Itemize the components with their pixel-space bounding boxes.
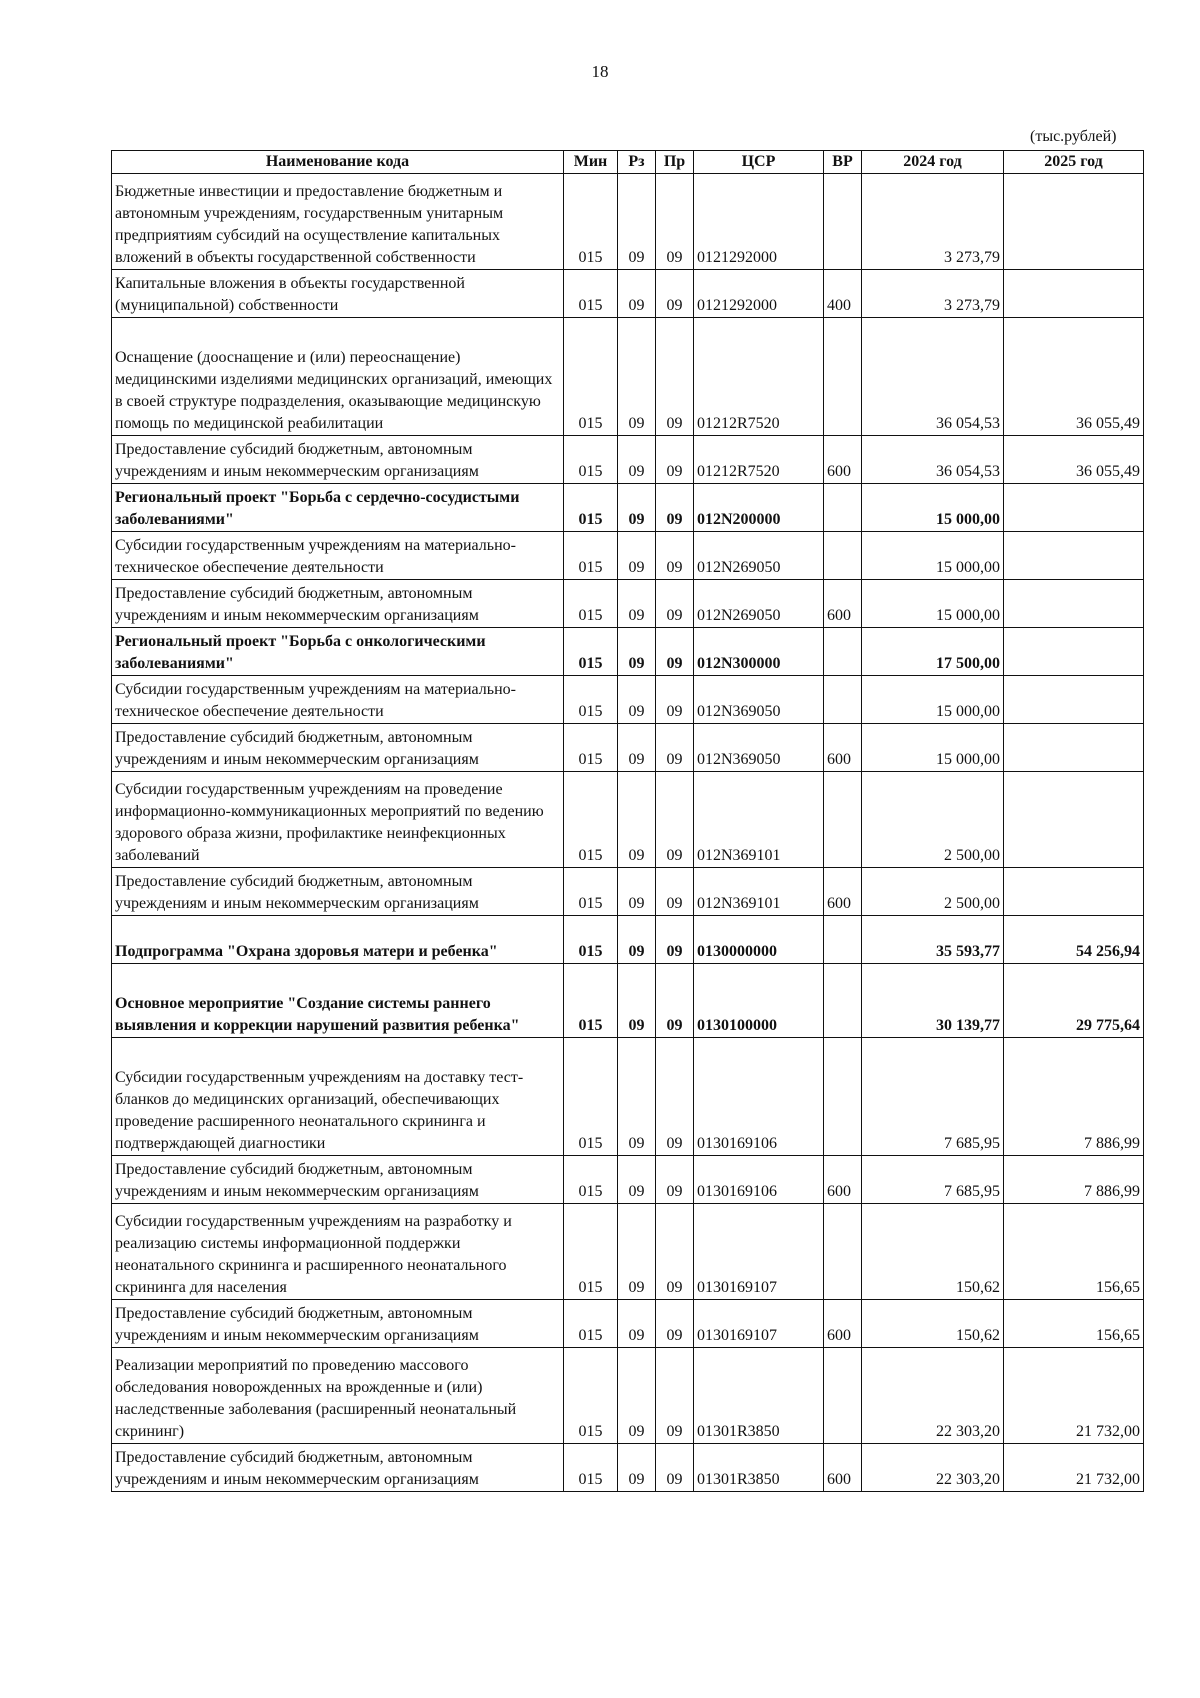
- column-header: 2025 год: [1004, 151, 1144, 174]
- amount-2025-cell: 29 775,64: [1004, 964, 1144, 1038]
- row-name-cell: Субсидии государственным учреждениям на материально-техническое обеспечение деятельности: [112, 676, 564, 724]
- rz-cell: 09: [618, 436, 656, 484]
- amount-2024-cell: 22 303,20: [862, 1444, 1004, 1492]
- amount-2025-cell: [1004, 484, 1144, 532]
- row-name-cell: Предоставление субсидий бюджетным, автономным учреждениям и иным некоммерческим организациям: [112, 724, 564, 772]
- vr-cell: 600: [824, 580, 862, 628]
- rz-cell: 09: [618, 628, 656, 676]
- amount-2025-cell: 21 732,00: [1004, 1444, 1144, 1492]
- min-cell: 015: [564, 724, 618, 772]
- pr-cell: 09: [656, 1300, 694, 1348]
- csr-cell: 012N369050: [694, 676, 824, 724]
- rz-cell: 09: [618, 964, 656, 1038]
- amount-2025-cell: [1004, 868, 1144, 916]
- csr-cell: 0121292000: [694, 270, 824, 318]
- rz-cell: 09: [618, 270, 656, 318]
- column-header: ЦСР: [694, 151, 824, 174]
- rz-cell: 09: [618, 318, 656, 436]
- amount-2025-cell: [1004, 724, 1144, 772]
- amount-2024-cell: 7 685,95: [862, 1156, 1004, 1204]
- vr-cell: [824, 532, 862, 580]
- column-header: ВР: [824, 151, 862, 174]
- column-header: Наименование кода: [112, 151, 564, 174]
- csr-cell: 012N269050: [694, 580, 824, 628]
- column-header: Пр: [656, 151, 694, 174]
- pr-cell: 09: [656, 676, 694, 724]
- min-cell: 015: [564, 1204, 618, 1300]
- pr-cell: 09: [656, 318, 694, 436]
- amount-2025-cell: [1004, 772, 1144, 868]
- rz-cell: 09: [618, 484, 656, 532]
- csr-cell: 012N200000: [694, 484, 824, 532]
- row-name-cell: Основное мероприятие "Создание системы раннего выявления и коррекции нарушений развития ребенка": [112, 964, 564, 1038]
- csr-cell: 0130000000: [694, 916, 824, 964]
- amount-2024-cell: 150,62: [862, 1300, 1004, 1348]
- csr-cell: 0121292000: [694, 174, 824, 270]
- table-row: [112, 1204, 1144, 1300]
- row-name-cell: Региональный проект "Борьба с сердечно-сосудистыми заболеваниями": [112, 484, 564, 532]
- row-name-cell: Бюджетные инвестиции и предоставление бюджетным и автономным учреждениям, государственным унитарным предприятиям субсидий на осуществление капитальных вложений в объекты государственной собственности: [112, 174, 564, 270]
- page-number: 18: [591, 62, 609, 81]
- rz-cell: 09: [618, 676, 656, 724]
- vr-cell: [824, 318, 862, 436]
- pr-cell: 09: [656, 1348, 694, 1444]
- table-row: [112, 1348, 1144, 1444]
- column-header: Рз: [618, 151, 656, 174]
- min-cell: 015: [564, 532, 618, 580]
- min-cell: 015: [564, 772, 618, 868]
- csr-cell: 01301R3850: [694, 1444, 824, 1492]
- vr-cell: [824, 1348, 862, 1444]
- csr-cell: 0130169107: [694, 1300, 824, 1348]
- table-row: [112, 1444, 1144, 1492]
- min-cell: 015: [564, 174, 618, 270]
- csr-cell: 01212R7520: [694, 436, 824, 484]
- vr-cell: [824, 772, 862, 868]
- rz-cell: 09: [618, 868, 656, 916]
- row-name-cell: Предоставление субсидий бюджетным, автономным учреждениям и иным некоммерческим организациям: [112, 436, 564, 484]
- amount-2025-cell: 36 055,49: [1004, 318, 1144, 436]
- min-cell: 015: [564, 580, 618, 628]
- pr-cell: 09: [656, 868, 694, 916]
- amount-2024-cell: 17 500,00: [862, 628, 1004, 676]
- min-cell: 015: [564, 868, 618, 916]
- amount-2025-cell: 21 732,00: [1004, 1348, 1144, 1444]
- vr-cell: 600: [824, 724, 862, 772]
- min-cell: 015: [564, 484, 618, 532]
- amount-2024-cell: 2 500,00: [862, 868, 1004, 916]
- vr-cell: [824, 964, 862, 1038]
- units-label: (тыс.рублей): [1030, 128, 1117, 145]
- vr-cell: 600: [824, 436, 862, 484]
- pr-cell: 09: [656, 484, 694, 532]
- table-row: [112, 916, 1144, 964]
- table-row: [112, 724, 1144, 772]
- rz-cell: 09: [618, 1444, 656, 1492]
- table-row: [112, 270, 1144, 318]
- pr-cell: 09: [656, 964, 694, 1038]
- vr-cell: 400: [824, 270, 862, 318]
- pr-cell: 09: [656, 580, 694, 628]
- row-name-cell: Субсидии государственным учреждениям на проведение информационно-коммуникационных мероприятий по ведению здорового образа жизни, профилактике неинфекционных заболеваний: [112, 772, 564, 868]
- row-name-cell: Предоставление субсидий бюджетным, автономным учреждениям и иным некоммерческим организациям: [112, 868, 564, 916]
- row-name-cell: Субсидии государственным учреждениям на разработку и реализацию системы информационной поддержки неонатального скрининга и расширенного неонатального скрининга для населения: [112, 1204, 564, 1300]
- table-row: [112, 868, 1144, 916]
- min-cell: 015: [564, 436, 618, 484]
- pr-cell: 09: [656, 724, 694, 772]
- csr-cell: 01301R3850: [694, 1348, 824, 1444]
- table-body: [112, 174, 1144, 1492]
- csr-cell: 012N300000: [694, 628, 824, 676]
- min-cell: 015: [564, 964, 618, 1038]
- amount-2025-cell: [1004, 676, 1144, 724]
- pr-cell: 09: [656, 916, 694, 964]
- pr-cell: 09: [656, 1156, 694, 1204]
- amount-2024-cell: 3 273,79: [862, 174, 1004, 270]
- row-name-cell: Подпрограмма "Охрана здоровья матери и ребенка": [112, 916, 564, 964]
- min-cell: 015: [564, 1444, 618, 1492]
- amount-2024-cell: 36 054,53: [862, 318, 1004, 436]
- min-cell: 015: [564, 916, 618, 964]
- csr-cell: 0130100000: [694, 964, 824, 1038]
- rz-cell: 09: [618, 174, 656, 270]
- budget-table: [111, 150, 1144, 1492]
- amount-2024-cell: 2 500,00: [862, 772, 1004, 868]
- pr-cell: 09: [656, 772, 694, 868]
- rz-cell: 09: [618, 1156, 656, 1204]
- table-row: [112, 1156, 1144, 1204]
- table-row: [112, 964, 1144, 1038]
- amount-2024-cell: 15 000,00: [862, 532, 1004, 580]
- amount-2024-cell: 36 054,53: [862, 436, 1004, 484]
- rz-cell: 09: [618, 916, 656, 964]
- amount-2025-cell: [1004, 628, 1144, 676]
- amount-2025-cell: [1004, 174, 1144, 270]
- amount-2025-cell: 7 886,99: [1004, 1038, 1144, 1156]
- amount-2025-cell: [1004, 580, 1144, 628]
- vr-cell: [824, 1038, 862, 1156]
- csr-cell: 012N369101: [694, 772, 824, 868]
- rz-cell: 09: [618, 772, 656, 868]
- min-cell: 015: [564, 628, 618, 676]
- amount-2025-cell: 156,65: [1004, 1300, 1144, 1348]
- amount-2024-cell: 150,62: [862, 1204, 1004, 1300]
- csr-cell: 0130169107: [694, 1204, 824, 1300]
- pr-cell: 09: [656, 1444, 694, 1492]
- amount-2024-cell: 15 000,00: [862, 676, 1004, 724]
- pr-cell: 09: [656, 628, 694, 676]
- min-cell: 015: [564, 676, 618, 724]
- rz-cell: 09: [618, 532, 656, 580]
- amount-2024-cell: 35 593,77: [862, 916, 1004, 964]
- rz-cell: 09: [618, 724, 656, 772]
- vr-cell: 600: [824, 1444, 862, 1492]
- min-cell: 015: [564, 1300, 618, 1348]
- pr-cell: 09: [656, 1038, 694, 1156]
- amount-2025-cell: 54 256,94: [1004, 916, 1144, 964]
- row-name-cell: Капитальные вложения в объекты государственной (муниципальной) собственности: [112, 270, 564, 318]
- amount-2025-cell: 36 055,49: [1004, 436, 1144, 484]
- table-row: [112, 1038, 1144, 1156]
- table-row: [112, 532, 1144, 580]
- table-header-row: [112, 151, 1144, 174]
- table-row: [112, 580, 1144, 628]
- min-cell: 015: [564, 1348, 618, 1444]
- table-row: [112, 1300, 1144, 1348]
- rz-cell: 09: [618, 1038, 656, 1156]
- rz-cell: 09: [618, 1348, 656, 1444]
- table-row: [112, 436, 1144, 484]
- row-name-cell: Предоставление субсидий бюджетным, автономным учреждениям и иным некоммерческим организациям: [112, 1156, 564, 1204]
- rz-cell: 09: [618, 1300, 656, 1348]
- min-cell: 015: [564, 270, 618, 318]
- vr-cell: [824, 484, 862, 532]
- amount-2024-cell: 22 303,20: [862, 1348, 1004, 1444]
- csr-cell: 012N269050: [694, 532, 824, 580]
- pr-cell: 09: [656, 270, 694, 318]
- vr-cell: [824, 916, 862, 964]
- row-name-cell: Предоставление субсидий бюджетным, автономным учреждениям и иным некоммерческим организациям: [112, 1444, 564, 1492]
- row-name-cell: Предоставление субсидий бюджетным, автономным учреждениям и иным некоммерческим организациям: [112, 580, 564, 628]
- rz-cell: 09: [618, 580, 656, 628]
- row-name-cell: Реализации мероприятий по проведению массового обследования новорожденных на врожденные и (или) наследственные заболевания (расширенный неонатальный скрининг): [112, 1348, 564, 1444]
- csr-cell: 0130169106: [694, 1038, 824, 1156]
- amount-2025-cell: [1004, 532, 1144, 580]
- row-name-cell: Оснащение (дооснащение и (или) переоснащение) медицинскими изделиями медицинских организаций, имеющих в своей структуре подразделения, оказывающие медицинскую помощь по медицинской реабилитации: [112, 318, 564, 436]
- amount-2024-cell: 15 000,00: [862, 580, 1004, 628]
- amount-2024-cell: 30 139,77: [862, 964, 1004, 1038]
- vr-cell: [824, 174, 862, 270]
- amount-2024-cell: 15 000,00: [862, 484, 1004, 532]
- row-name-cell: Региональный проект "Борьба с онкологическими заболеваниями": [112, 628, 564, 676]
- vr-cell: [824, 1204, 862, 1300]
- csr-cell: 012N369101: [694, 868, 824, 916]
- vr-cell: [824, 676, 862, 724]
- amount-2024-cell: 3 273,79: [862, 270, 1004, 318]
- table-row: [112, 676, 1144, 724]
- pr-cell: 09: [656, 532, 694, 580]
- row-name-cell: Субсидии государственным учреждениям на доставку тест-бланков до медицинских организаций, обеспечивающих проведение расширенного неонатального скрининга и подтверждающей диагностики: [112, 1038, 564, 1156]
- pr-cell: 09: [656, 174, 694, 270]
- table-row: [112, 484, 1144, 532]
- csr-cell: 01212R7520: [694, 318, 824, 436]
- min-cell: 015: [564, 318, 618, 436]
- vr-cell: 600: [824, 868, 862, 916]
- table-row: [112, 628, 1144, 676]
- table-row: [112, 174, 1144, 270]
- min-cell: 015: [564, 1038, 618, 1156]
- table-row: [112, 318, 1144, 436]
- vr-cell: 600: [824, 1300, 862, 1348]
- rz-cell: 09: [618, 1204, 656, 1300]
- column-header: Мин: [564, 151, 618, 174]
- amount-2024-cell: 7 685,95: [862, 1038, 1004, 1156]
- vr-cell: 600: [824, 1156, 862, 1204]
- row-name-cell: Субсидии государственным учреждениям на материально-техническое обеспечение деятельности: [112, 532, 564, 580]
- amount-2025-cell: 7 886,99: [1004, 1156, 1144, 1204]
- amount-2025-cell: [1004, 270, 1144, 318]
- column-header: 2024 год: [862, 151, 1004, 174]
- pr-cell: 09: [656, 436, 694, 484]
- min-cell: 015: [564, 1156, 618, 1204]
- amount-2024-cell: 15 000,00: [862, 724, 1004, 772]
- vr-cell: [824, 628, 862, 676]
- row-name-cell: Предоставление субсидий бюджетным, автономным учреждениям и иным некоммерческим организациям: [112, 1300, 564, 1348]
- table-row: [112, 772, 1144, 868]
- csr-cell: 0130169106: [694, 1156, 824, 1204]
- amount-2025-cell: 156,65: [1004, 1204, 1144, 1300]
- csr-cell: 012N369050: [694, 724, 824, 772]
- pr-cell: 09: [656, 1204, 694, 1300]
